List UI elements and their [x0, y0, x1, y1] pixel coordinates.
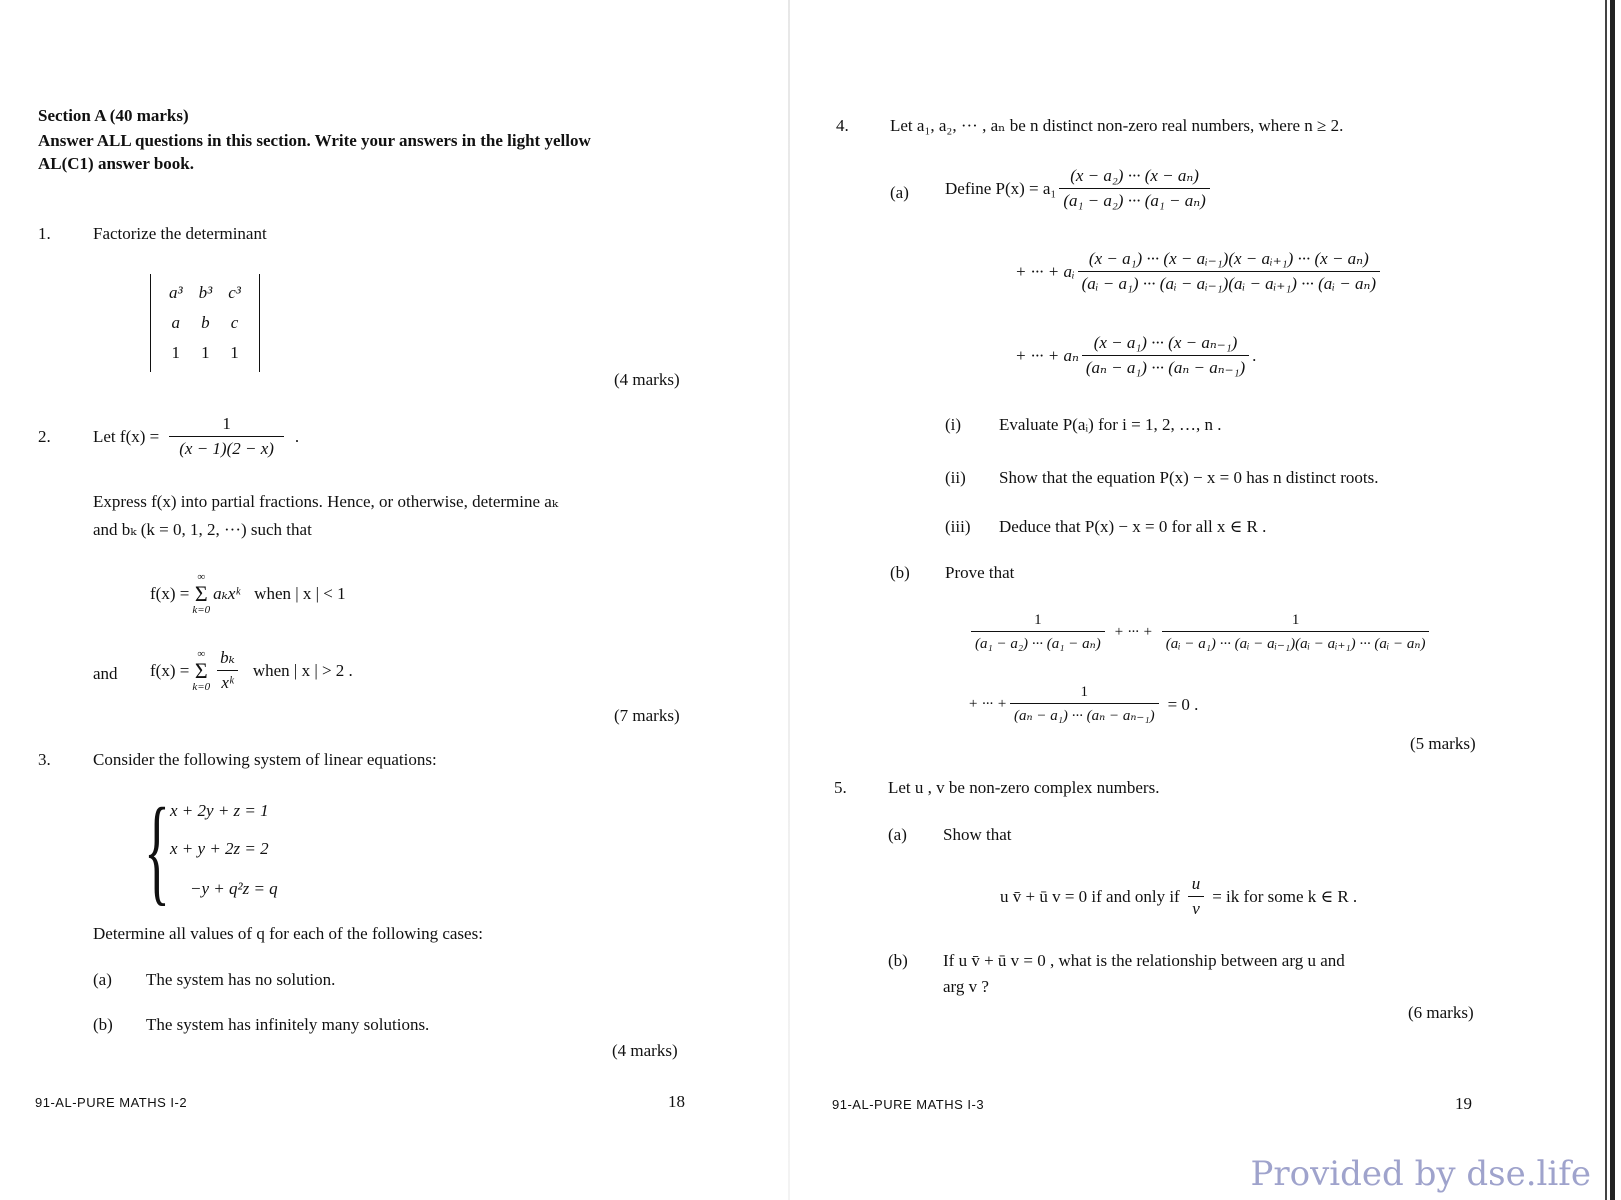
q3-equation-1: x + 2y + z = 1	[170, 801, 269, 820]
q4-proof-term1-den: (a₁ − a₂) ··· (a₁ − aₙ)	[971, 631, 1105, 653]
q4-iii-label: (iii)	[945, 517, 971, 536]
q4-text: Let a₁, a₂, ··· , aₙ be n distinct non-zero real numbers, where n ≥ 2.	[890, 116, 1344, 135]
q3-b-label: (b)	[93, 1015, 113, 1034]
q4-proof-term3	[1010, 684, 1159, 725]
sum-upper: ∞	[197, 571, 206, 583]
q5-number: 5.	[834, 778, 847, 797]
q2-eq2-lhs: f(x) =	[150, 660, 190, 680]
q2-equation-1	[150, 572, 346, 616]
q3-equation-2: x + y + 2z = 2	[170, 839, 269, 858]
q3-text-2: Determine all values of q for each of the following cases:	[93, 924, 483, 943]
q5-a-text: Show that	[943, 825, 1012, 844]
q4-b-text: Prove that	[945, 563, 1015, 582]
system-brace: {	[144, 783, 170, 916]
sum-sigma: Σ	[194, 581, 208, 606]
watermark: Provided by dse.life	[1250, 1154, 1591, 1194]
q2-let: Let f(x) =	[93, 426, 160, 446]
q4-term3-num: (x − a₁) ··· (x − aₙ₋₁)	[1093, 333, 1238, 352]
q1-determinant	[150, 274, 260, 372]
q4-b-label: (b)	[890, 563, 910, 582]
det-cell: a³	[169, 283, 183, 302]
section-title: Section A (40 marks)	[38, 106, 189, 125]
q1-text: Factorize the determinant	[93, 224, 267, 243]
q5-a-label: (a)	[888, 825, 907, 844]
q3-a-label: (a)	[93, 970, 112, 989]
q4-term3-post: .	[1252, 345, 1257, 365]
q3-a-text: The system has no solution.	[146, 970, 336, 989]
q4-term2	[1078, 249, 1380, 294]
q4-term2-num: (x − a₁) ··· (x − aᵢ₋₁)(x − aᵢ₊₁) ··· (x − aₙ)	[1088, 249, 1369, 268]
q5-eq-num: u	[1191, 874, 1201, 893]
footer-code: 91-AL-PURE MATHS I-3	[832, 1097, 985, 1112]
scan-edge	[1610, 0, 1615, 1200]
q4-term2-den: (aᵢ − a₁) ··· (aᵢ − aᵢ₋₁)(aᵢ − aᵢ₊₁) ··· (aᵢ − aₙ)	[1078, 271, 1380, 294]
q4-proof-term3-den: (aₙ − a₁) ··· (aₙ − aₙ₋₁)	[1010, 703, 1159, 725]
q5-b-text: If u v̄ + ū v = 0 , what is the relationship between arg u and	[943, 951, 1345, 970]
q4-proof-row-2	[968, 684, 1198, 725]
q2-definition: Let f(x) = $\frac{1}{(x - 1)(2 - x)}$ .	[93, 414, 300, 458]
q2-frac-num: 1	[222, 414, 231, 433]
q5-eq-den: v	[1188, 896, 1204, 919]
q2-text-2: and bₖ (k = 0, 1, 2, ···) such that	[93, 520, 312, 539]
q1-marks: (4 marks)	[614, 370, 680, 389]
q4-proof-term2	[1162, 612, 1430, 653]
footer-code: 91-AL-PURE MATHS I-2	[35, 1095, 188, 1110]
right-page	[800, 0, 1621, 1200]
q4-term3-row	[1015, 333, 1256, 378]
det-cell: 1	[201, 343, 210, 362]
q4-proof-term3-num: 1	[1080, 684, 1089, 700]
q5-b-label: (b)	[888, 951, 908, 970]
scan-edge-line	[1605, 0, 1607, 1200]
q4-proof-row-1	[968, 612, 1432, 653]
q1-number: 1.	[38, 224, 51, 243]
det-cell: b	[201, 313, 210, 332]
q4-a-label: (a)	[890, 183, 909, 202]
page-number: 19	[1455, 1094, 1472, 1113]
q4-define-lhs: Define P(x) = a₁	[945, 178, 1057, 198]
q3-b-text: The system has infinitely many solutions.	[146, 1015, 430, 1034]
q5-marks: (6 marks)	[1408, 1003, 1474, 1022]
q4-i-label: (i)	[945, 415, 962, 434]
q4-term3-den: (aₙ − a₁) ··· (aₙ − aₙ₋₁)	[1082, 355, 1249, 378]
sum-lower: k=0	[192, 680, 211, 693]
q4-term2-pre: + ··· + aᵢ	[1015, 261, 1075, 281]
q2-eq2-den: xᵏ	[217, 670, 237, 693]
q4-i-text: Evaluate P(aᵢ) for i = 1, 2, …, n .	[999, 415, 1222, 434]
q4-term1-num: (x − a₂) ··· (x − aₙ)	[1070, 166, 1199, 185]
q2-eq2-condition: when | x | > 2 .	[252, 660, 353, 680]
det-cell: a	[171, 313, 181, 332]
q3-number: 3.	[38, 750, 51, 769]
q5-equation	[1000, 874, 1357, 919]
q2-number: 2.	[38, 427, 51, 446]
q2-eq2-num: bₖ	[220, 648, 235, 667]
q4-proof-term2-num: 1	[1291, 612, 1300, 628]
q5-eq-rhs: = ik for some k ∈ R .	[1212, 886, 1358, 906]
instructions-line-1: Answer ALL questions in this section. Write your answers in the light yellow	[38, 131, 591, 150]
sum-sigma: Σ	[194, 657, 208, 683]
sum-operator	[192, 649, 210, 693]
q4-proof-term3-post: = 0 .	[1167, 694, 1199, 714]
q4-number: 4.	[836, 116, 849, 135]
q4-term3	[1082, 333, 1249, 378]
q4-iii-text: Deduce that P(x) − x = 0 for all x ∈ R .	[999, 517, 1267, 536]
q4-proof-term2-den: (aᵢ − a₁) ··· (aᵢ − aᵢ₋₁)(aᵢ − aᵢ₊₁) ··· (aᵢ − aₙ)	[1162, 631, 1430, 653]
q2-equation-2	[150, 648, 353, 693]
q5-eq-fraction	[1188, 874, 1205, 919]
q2-and: and	[93, 664, 118, 683]
page-number: 18	[668, 1092, 685, 1111]
q4-term1	[1059, 166, 1209, 211]
q2-eq1-condition: when | x | < 1	[254, 584, 346, 603]
sum-lower: k=0	[192, 604, 211, 616]
instructions-line-2: AL(C1) answer book.	[38, 154, 195, 173]
q4-ii-text: Show that the equation P(x) − x = 0 has n distinct roots.	[999, 468, 1379, 487]
det-cell: c³	[228, 283, 241, 302]
sum-operator	[192, 572, 210, 616]
q2-eq1-term: aₖxᵏ	[213, 584, 241, 603]
left-page	[0, 0, 800, 1200]
q3-text: Consider the following system of linear equations:	[93, 750, 437, 769]
det-cell: b³	[198, 283, 213, 302]
q2-frac-den: (x − 1)(2 − x)	[169, 436, 284, 459]
q4-proof-term1	[971, 612, 1105, 653]
det-cell: 1	[171, 343, 181, 362]
q4-define	[945, 166, 1213, 211]
q5-text: Let u , v be non-zero complex numbers.	[888, 778, 1160, 797]
q2-eq2-fraction	[216, 648, 239, 693]
q3-marks: (4 marks)	[612, 1041, 678, 1060]
q3-equation-3: −y + q²z = q	[190, 879, 278, 898]
q2-marks: (7 marks)	[614, 706, 680, 725]
det-cell: c	[230, 313, 239, 332]
sum-upper: ∞	[197, 647, 206, 660]
q5-b-text-2: arg v ?	[943, 977, 989, 996]
q4-proof-mid: + ··· +	[1113, 624, 1153, 640]
q4-ii-label: (ii)	[945, 468, 966, 487]
q4-proof-term1-num: 1	[1034, 612, 1042, 628]
q4-term2-row	[1015, 249, 1383, 294]
q4-marks: (5 marks)	[1410, 734, 1476, 753]
det-cell: 1	[230, 343, 239, 362]
q2-fraction	[169, 414, 284, 459]
q4-term3-pre: + ··· + aₙ	[1015, 345, 1079, 365]
q2-text-1: Express f(x) into partial fractions. Hence, or otherwise, determine aₖ	[93, 492, 559, 511]
q4-proof-term3-pre: + ··· +	[968, 696, 1007, 712]
q5-eq-lhs: u v̄ + ū v = 0 if and only if	[1000, 886, 1180, 906]
q4-term1-den: (a₁ − a₂) ··· (a₁ − aₙ)	[1059, 188, 1209, 211]
q2-eq1-lhs: f(x) =	[150, 584, 190, 603]
